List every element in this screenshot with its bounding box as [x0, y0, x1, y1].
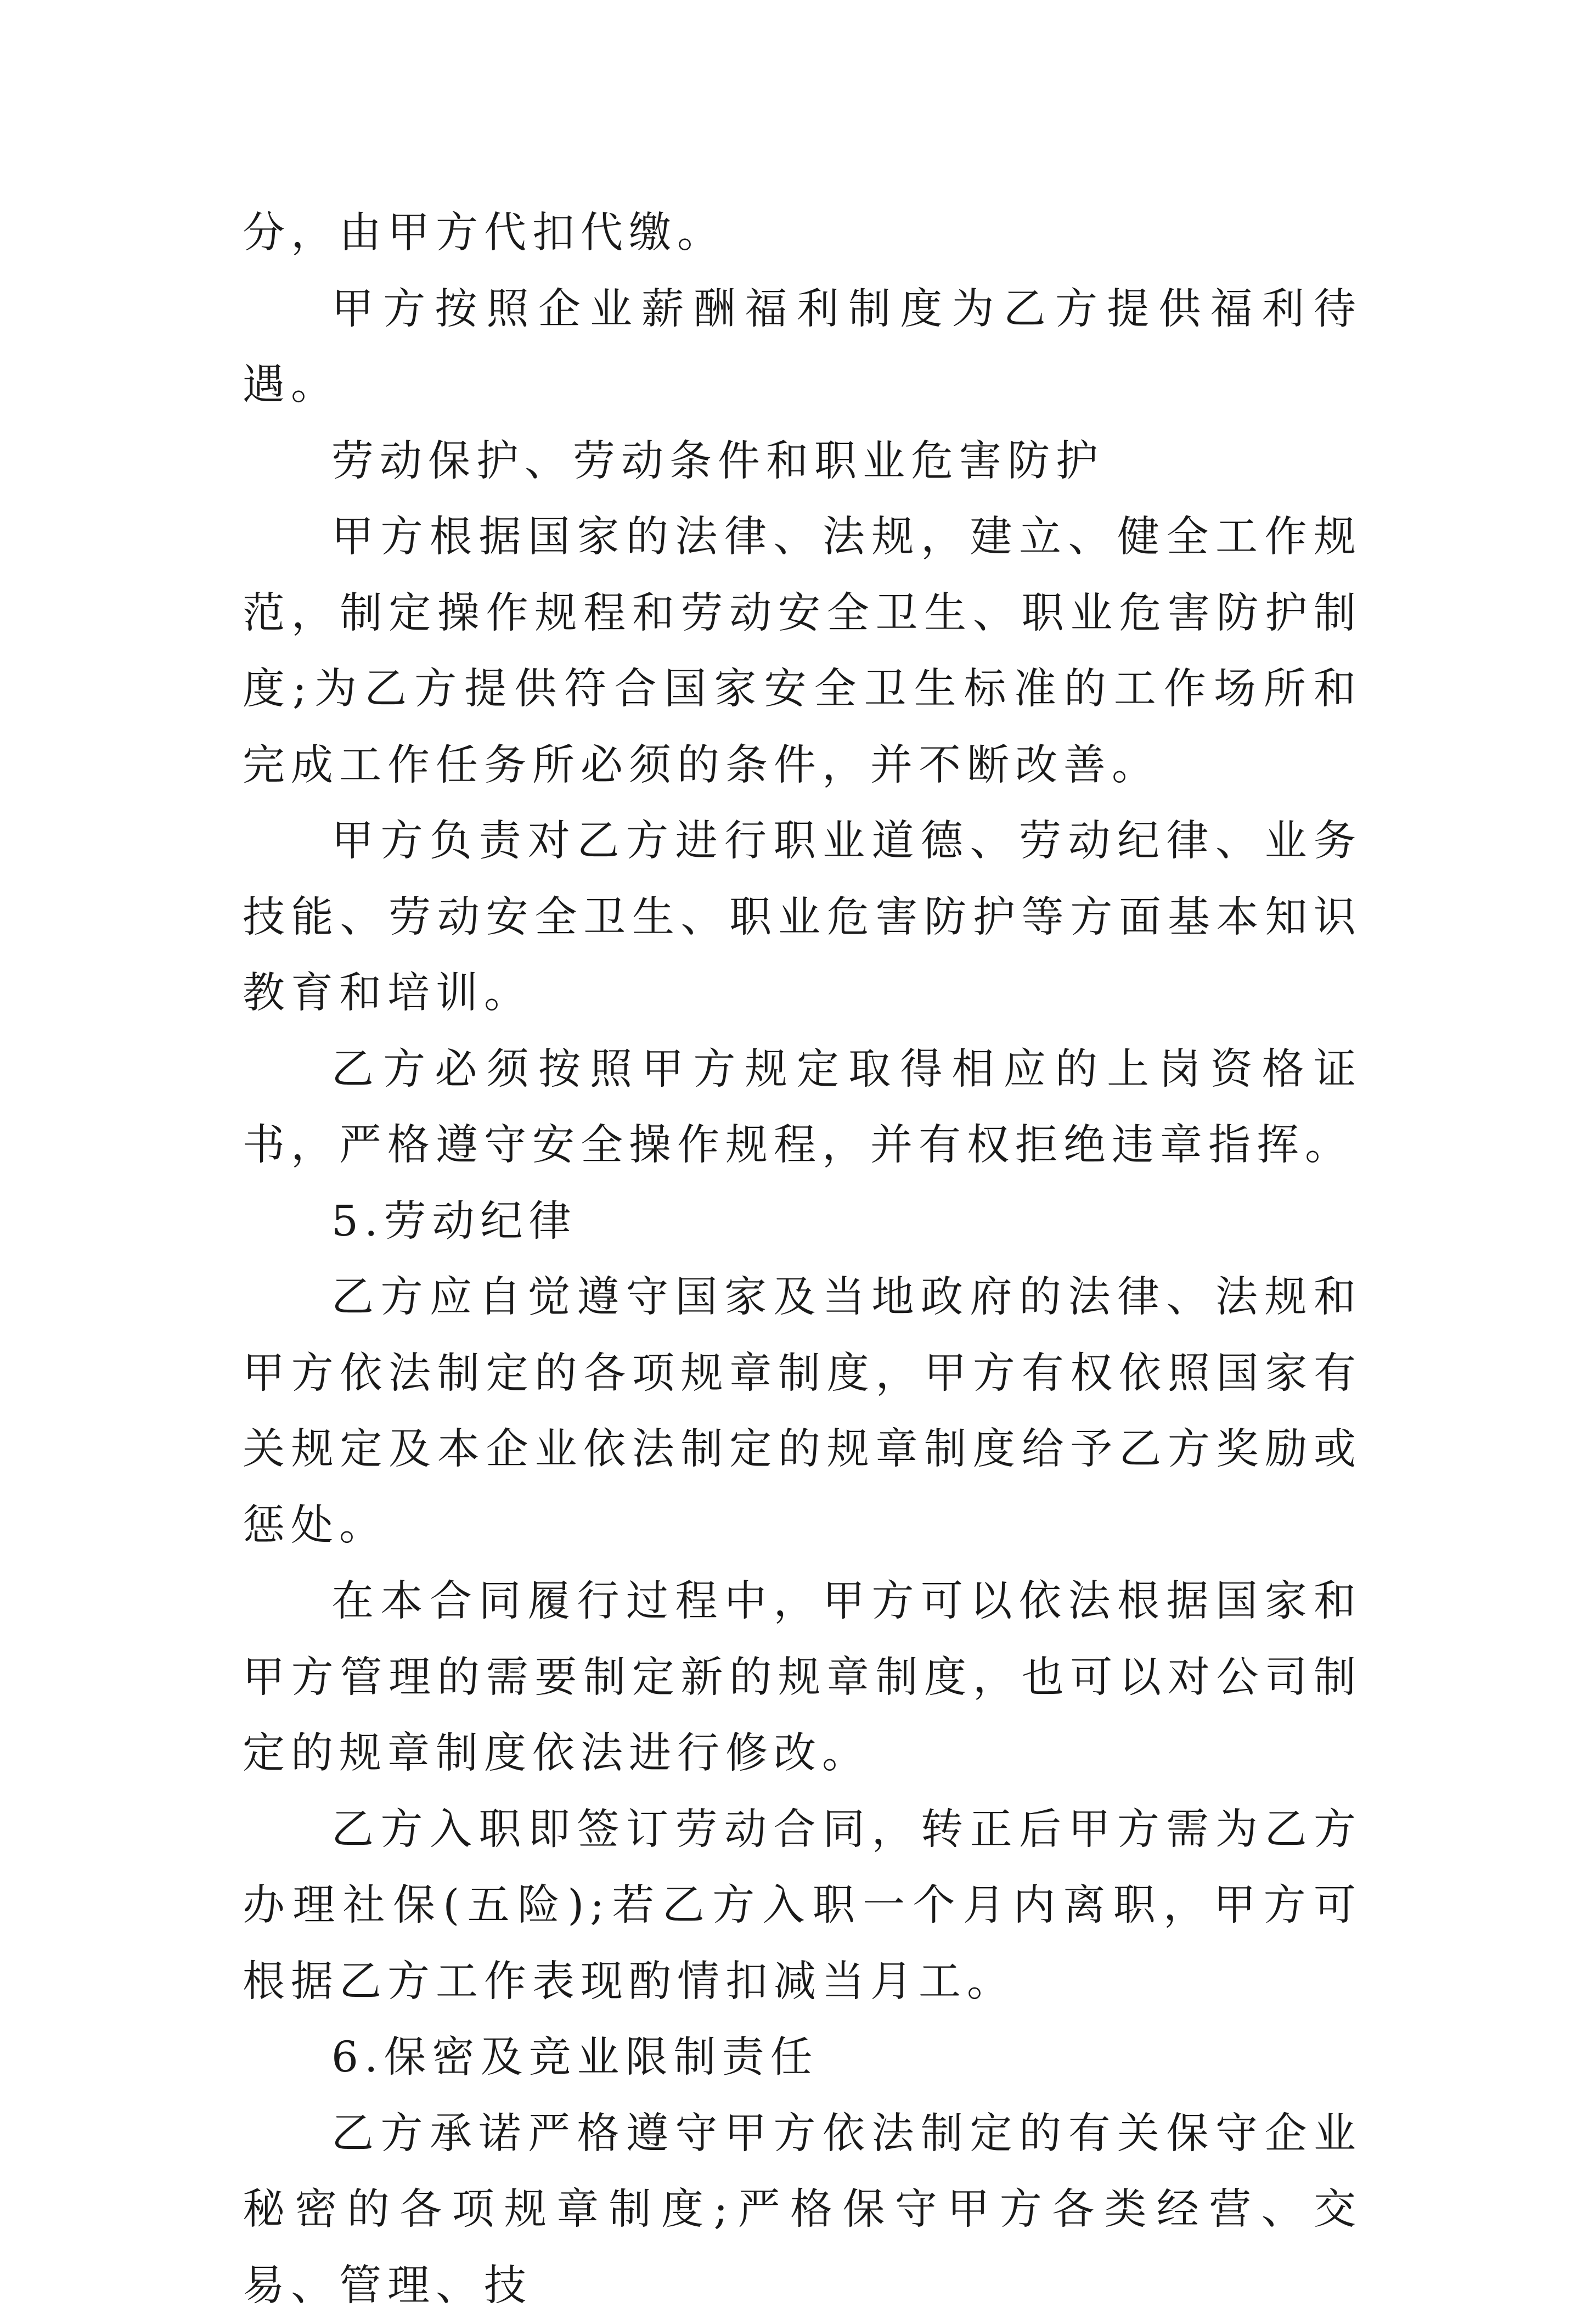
section-heading: 5.劳动纪律	[243, 1184, 1362, 1260]
paragraph: 甲方根据国家的法律、法规，建立、健全工作规范，制定操作规程和劳动安全卫生、职业危害防护制度;为乙方提供符合国家安全卫生标准的工作场所和完成工作任务所必须的条件，并不断改善。	[243, 499, 1362, 804]
paragraph: 甲方负责对乙方进行职业道德、劳动纪律、业务技能、劳动安全卫生、职业危害防护等方面基本知识教育和培训。	[243, 804, 1362, 1032]
document-body	[243, 195, 1362, 2324]
paragraph: 在本合同履行过程中，甲方可以依法根据国家和甲方管理的需要制定新的规章制度，也可以对公司制定的规章制度依法进行修改。	[243, 1564, 1362, 1792]
paragraph: 分，由甲方代扣代缴。	[243, 195, 1362, 272]
section-heading: 6.保密及竞业限制责任	[243, 2020, 1362, 2096]
section-heading: 劳动保护、劳动条件和职业危害防护	[243, 424, 1362, 500]
paragraph: 乙方承诺严格遵守甲方依法制定的有关保守企业秘密的各项规章制度;严格保守甲方各类经营、交易、管理、技	[243, 2096, 1362, 2324]
paragraph: 乙方应自觉遵守国家及当地政府的法律、法规和甲方依法制定的各项规章制度，甲方有权依照国家有关规定及本企业依法制定的规章制度给予乙方奖励或惩处。	[243, 1260, 1362, 1564]
paragraph: 甲方按照企业薪酬福利制度为乙方提供福利待遇。	[243, 272, 1362, 424]
paragraph: 乙方必须按照甲方规定取得相应的上岗资格证书，严格遵守安全操作规程，并有权拒绝违章指挥。	[243, 1032, 1362, 1184]
paragraph: 乙方入职即签订劳动合同，转正后甲方需为乙方办理社保(五险);若乙方入职一个月内离职，甲方可根据乙方工作表现酌情扣减当月工。	[243, 1792, 1362, 2020]
